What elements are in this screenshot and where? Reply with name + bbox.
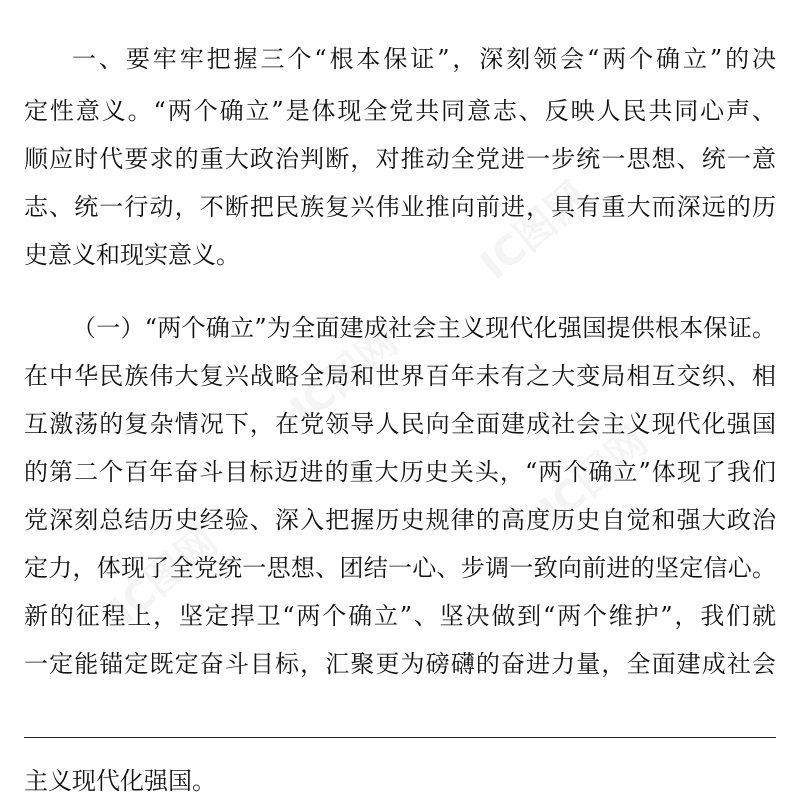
paragraph-line: 定力，体现了全党统一思想、团结一心、步调一致向前进的坚定信心。 <box>24 554 776 582</box>
paragraph-line: 一定能锚定既定奋斗目标，汇聚更为磅礴的奋进力量，全面建成社会 <box>24 650 776 678</box>
watermark-logo: IC图网 <box>472 173 597 289</box>
paragraph-line: （一）“两个确立”为全面建成社会主义现代化强国提供根本保证。 <box>72 314 776 342</box>
paragraph-line: 一、要牢牢把握三个“根本保证”，深刻领会“两个确立”的决 <box>72 45 776 73</box>
watermark-logo: IC图网 <box>102 518 227 634</box>
paragraph-line: 史意义和现实意义。 <box>24 241 240 269</box>
paragraph-line: 党深刻总结历史经验、深入把握历史规律的高度历史自觉和强大政治 <box>24 506 776 534</box>
paragraph-line: 互激荡的复杂情况下，在党领导人民向全面建成社会主义现代化强国 <box>24 410 776 438</box>
paragraph-line: 顺应时代要求的重大政治判断，对推动全党进一步统一思想、统一意 <box>24 145 776 173</box>
paragraph-line: 定性意义。“两个确立”是体现全党共同意志、反映人民共同心声、 <box>24 97 776 125</box>
watermark-logo: IC图网 <box>282 318 407 434</box>
paragraph-line: 的第二个百年奋斗目标迈进的重大历史关头，“两个确立”体现了我们 <box>24 458 776 486</box>
watermark-logo: IC图网 <box>532 418 657 534</box>
paragraph-line: 新的征程上，坚定捍卫“两个确立”、坚决做到“两个维护”，我们就 <box>24 602 776 630</box>
page-break-divider <box>24 737 776 738</box>
paragraph-line: 主义现代化强国。 <box>24 767 216 795</box>
paragraph-line: 志、统一行动，不断把民族复兴伟业推向前进，具有重大而深远的历 <box>24 193 776 221</box>
paragraph-line: 在中华民族伟大复兴战略全局和世界百年未有之大变局相互交织、相 <box>24 362 776 390</box>
